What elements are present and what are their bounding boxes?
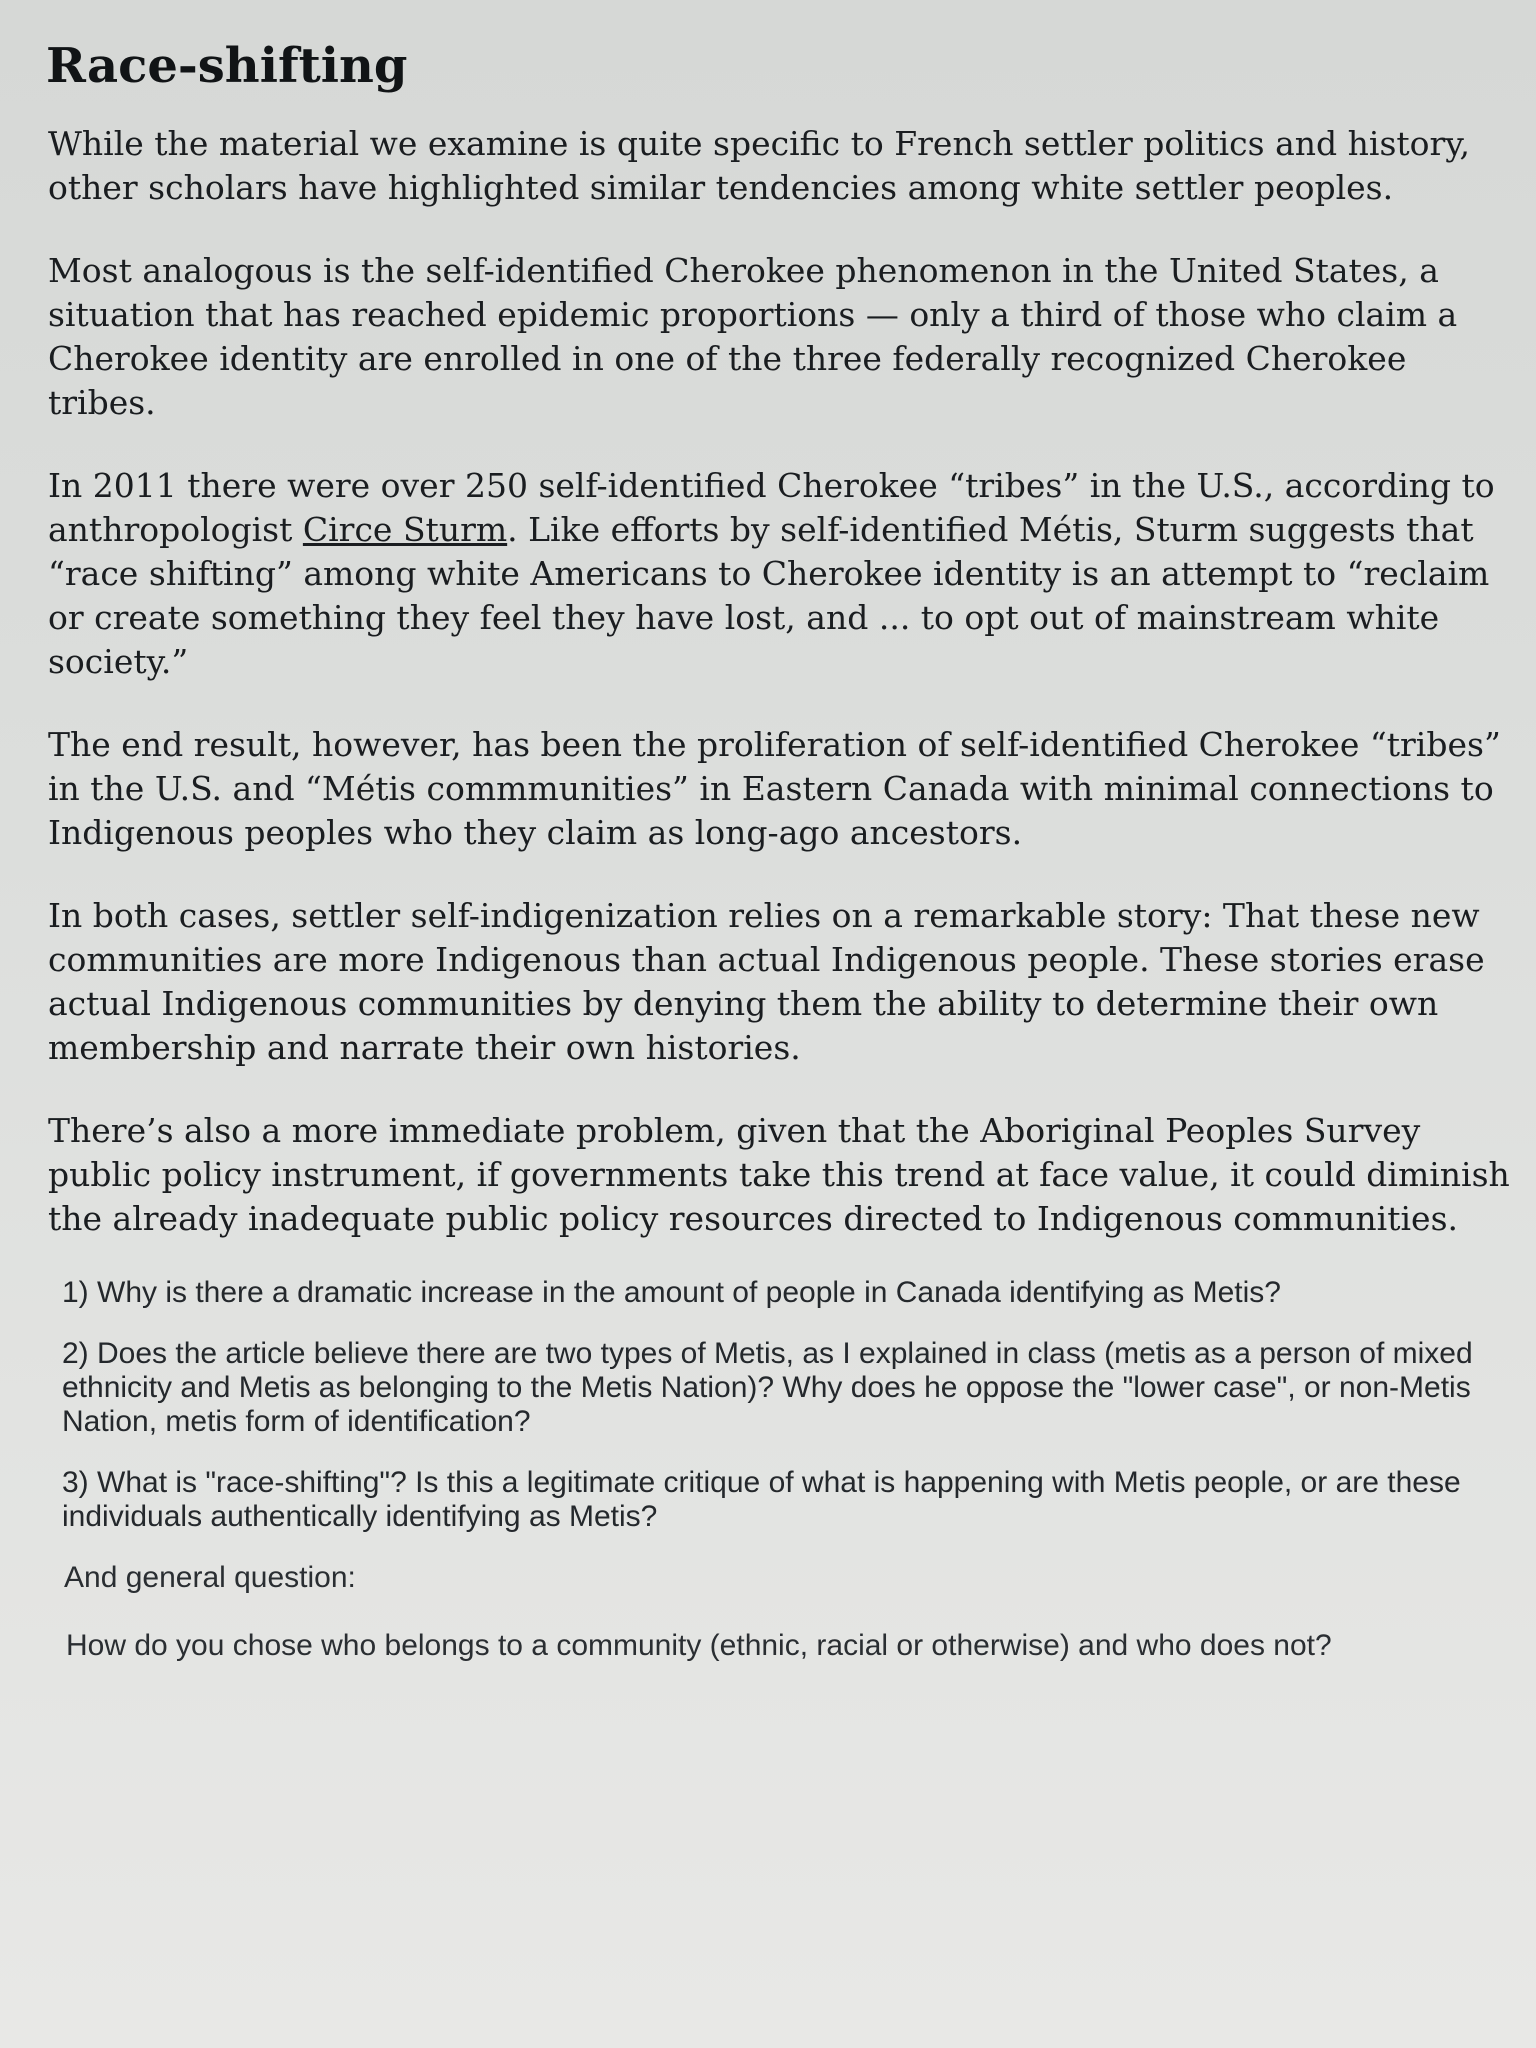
- article-paragraph-4: The end result, however, has been the proliferation of self-identified Cherokee “tribes” in the U.S. and “Métis commmunities” in Eastern Canada with minimal connections to Indigenous peoples who they claim as long-ago ancestors.: [48, 724, 1501, 852]
- article-paragraph-2: Most analogous is the self-identified Cherokee phenomenon in the United States, a situation that has reached epidemic proportions — only a third of those who claim a Cherokee identity are enrolled in one of the three federally recognized Cherokee tribes.: [48, 250, 1458, 422]
- question-2: 2) Does the article believe there are two types of Metis, as I explained in class (metis as a person of mixed ethnicity and Metis as belonging to the Metis Nation)? Why does he oppose the "lower case", or non-Metis Nation, metis form of identification?: [62, 1336, 1473, 1438]
- question-3: 3) What is "race-shifting"? Is this a legitimate critique of what is happening with Metis people, or are these individuals authentically identifying as Metis?: [62, 1465, 1461, 1533]
- article-paragraph-3: [46, 464, 1516, 684]
- article-title: Race-shifting: [46, 38, 408, 94]
- assignment-questions: [46, 1276, 1516, 1663]
- article-paragraph-5: In both cases, settler self-indigenization relies on a remarkable story: That these new communities are more Indigenous than actual Indigenous people. These stories erase actual Indigenous communities by denying them the ability to determine their own membership and narrate their own histories.: [48, 895, 1485, 1067]
- article-paragraph-6: There’s also a more immediate problem, given that the Aboriginal Peoples Survey public policy instrument, if governments take this trend at face value, it could diminish the already inadequate public policy resources directed to Indigenous communities.: [48, 1110, 1510, 1238]
- question-1: 1) Why is there a dramatic increase in the amount of people in Canada identifying as Metis?: [62, 1275, 1281, 1309]
- circe-sturm-link[interactable]: Circe Sturm: [302, 509, 508, 549]
- paragraph-3-text-end: . Like efforts by self-identified Métis, Sturm suggests that “race shifting” among white Americans to Cherokee identity is an attempt to “reclaim or create something they feel they have lost, and ... to opt out of mainstream white society.”: [48, 509, 1490, 681]
- general-question-label: And general question:: [64, 1560, 356, 1594]
- article-paragraph-1: While the material we examine is quite specific to French settler politics and history, other scholars have highlighted similar tendencies among white settler peoples.: [48, 123, 1471, 207]
- paragraph-3-text-start: In 2011 there were over 250 self-identified Cherokee “tribes” in the U.S., according to anthropologist: [48, 465, 1495, 549]
- general-question: How do you chose who belongs to a community (ethnic, racial or otherwise) and who does not?: [66, 1628, 1332, 1662]
